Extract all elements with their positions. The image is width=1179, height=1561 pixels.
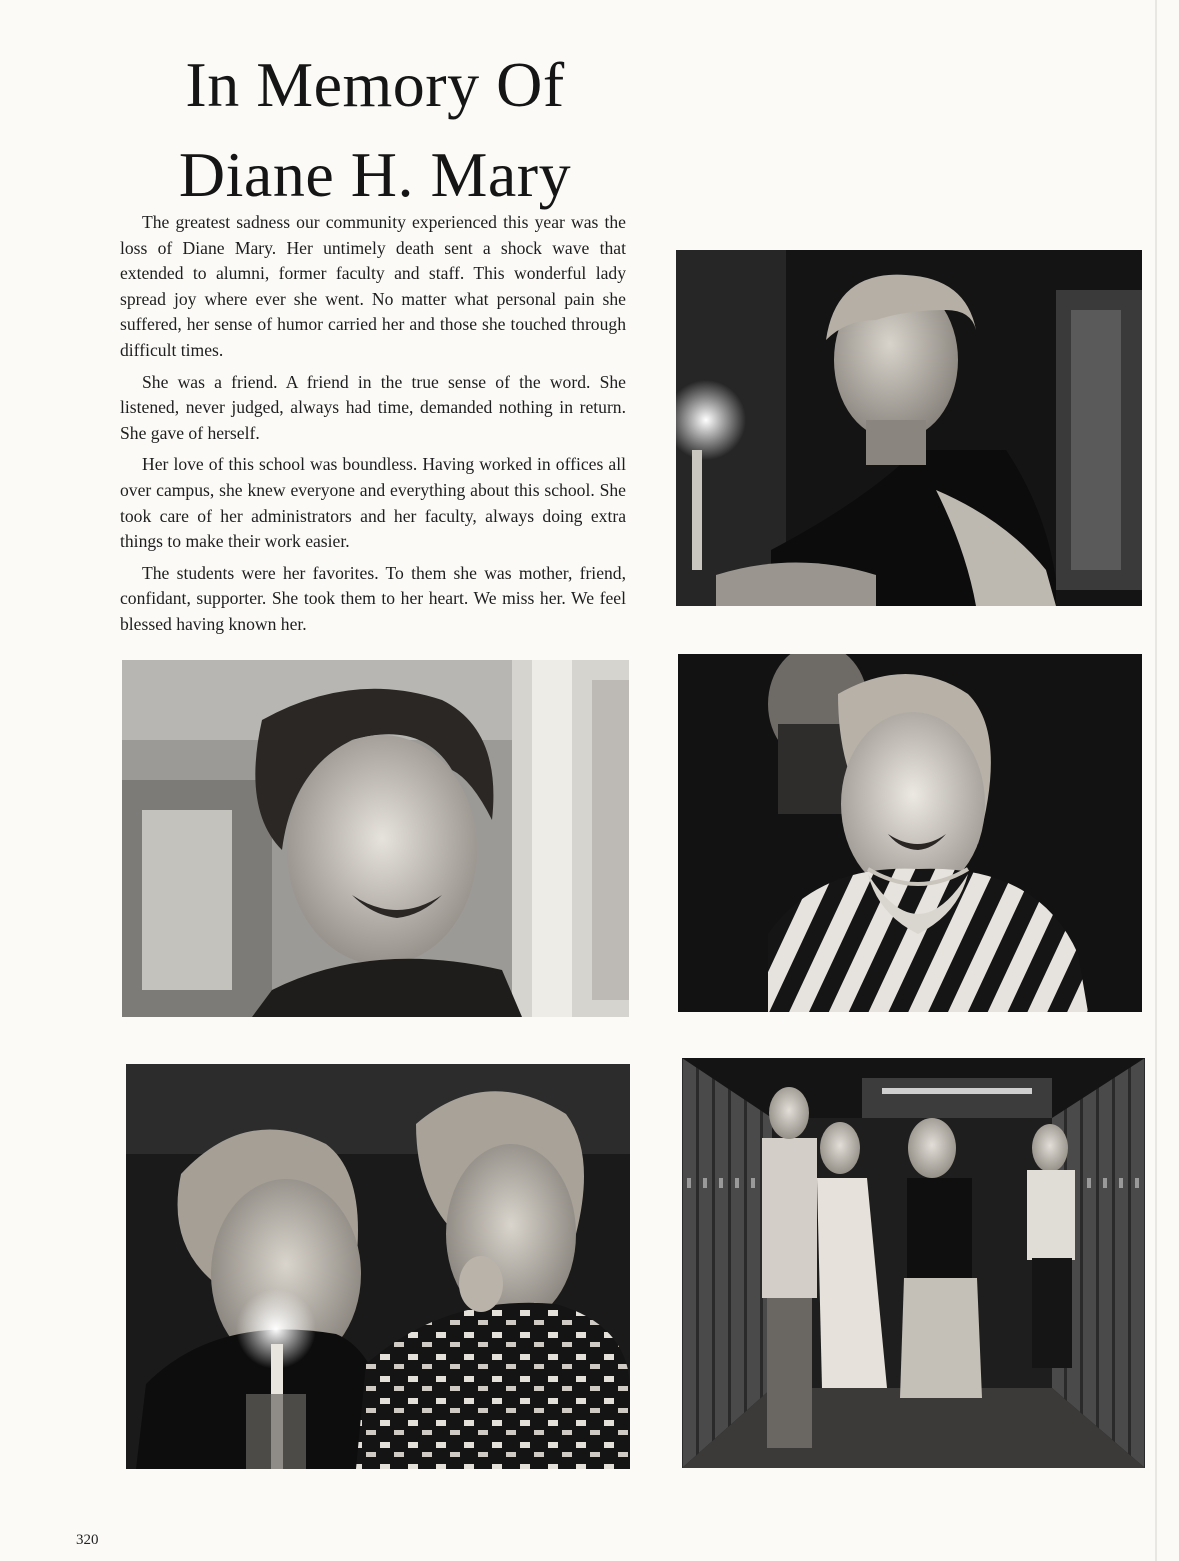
page-number: 320 (76, 1532, 99, 1548)
title-line-1: In Memory Of (185, 49, 565, 120)
photo-smiling-striped-dress (678, 654, 1142, 1012)
photo-two-women-candle (126, 1064, 630, 1469)
photo-candlelit-portrait (676, 250, 1142, 606)
photo-hallway-lockers (682, 1058, 1145, 1468)
title-line-2: Diane H. Mary (178, 139, 572, 210)
page-title (120, 40, 630, 220)
photo-laughing-portrait (122, 660, 629, 1017)
paragraph-4: The students were her favorites. To them she was mother, friend, confidant, supporter. She took them to her heart. We miss her. We feel blessed having known her. (120, 562, 626, 634)
page-edge (1155, 0, 1157, 1561)
paragraph-3: Her love of this school was boundless. Having worked in offices all over campus, she knew everyone and everything about this school. She took care of her administrators and her faculty, always doing extra things to make their work easier. (120, 454, 626, 552)
memorial-text (120, 210, 626, 644)
paragraph-2: She was a friend. A friend in the true sense of the word. She listened, never judged, always had time, demanded nothing in return. She gave of herself. (120, 371, 626, 443)
paragraph-1: The greatest sadness our community experienced this year was the loss of Diane Mary. Her untimely death sent a shock wave that extended to alumni, former faculty and staff. This wonderful lady spread joy where ever she went. No matter what personal pain she suffered, her sense of humor carried her and those she touched through difficult times. (120, 212, 626, 360)
